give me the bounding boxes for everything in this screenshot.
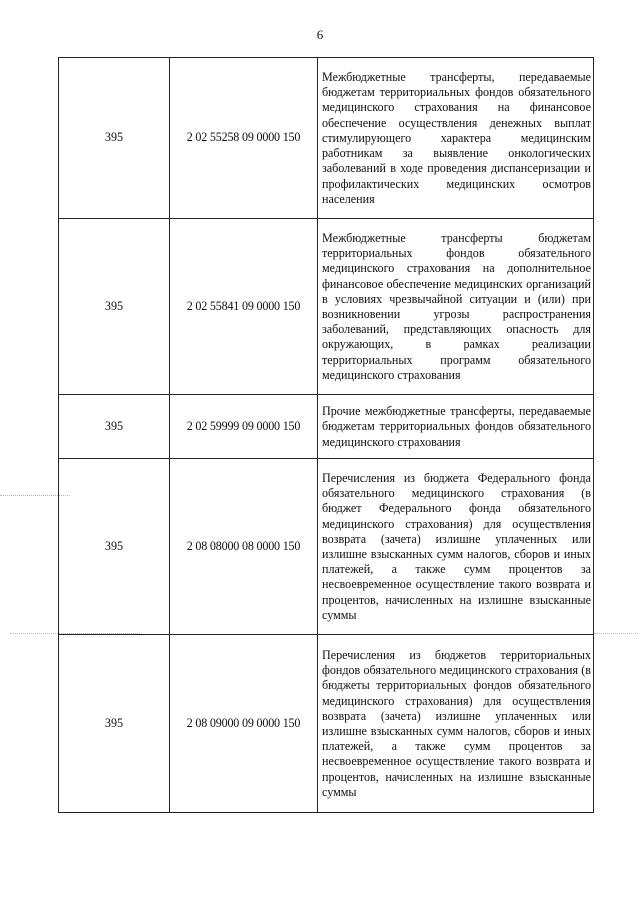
admin-code-cell: 395 [59,58,170,219]
table-row [59,395,594,459]
budget-code-cell: 2 08 09000 09 0000 150 [170,635,318,813]
budget-code-cell: 2 02 55258 09 0000 150 [170,58,318,219]
admin-code-cell: 395 [59,219,170,395]
description-cell: Прочие межбюджетные трансферты, передаваемые бюджетам территориальных фондов обязательного медицинского страхования [318,395,594,459]
budget-code-cell: 2 02 59999 09 0000 150 [170,395,318,459]
table-row [59,219,594,395]
table-row [59,459,594,635]
scan-artifact-line [0,495,70,496]
description-cell: Межбюджетные трансферты бюджетам территориальных фондов обязательного медицинского страхования на дополнительное финансовое обеспечение медицинских организаций в условиях чрезвычайной ситуации и (или) при возникновении угрозы распространения заболеваний, представляющих опасность для окружающих, в рамках реализации территориальных программ обязательного медицинского страхования [318,219,594,395]
budget-classification-table [58,57,594,813]
admin-code-cell: 395 [59,635,170,813]
table-row [59,58,594,219]
scan-artifact-line [594,633,638,634]
description-cell: Перечисления из бюджета Федерального фонда обязательного медицинского страхования (в бюджет Федерального фонда обязательного медицинского страхования) для осуществления возврата (зачета) излишне уплаченных или излишне взысканных сумм налогов, сборов и иных платежей, а также сумм процентов за несвоевременное осуществление такого возврата и процентов, начисленных на излишне взысканные суммы [318,459,594,635]
description-cell: Межбюджетные трансферты, передаваемые бюджетам территориальных фондов обязательного медицинского страхования на финансовое обеспечение осуществления денежных выплат стимулирующего характера медицинским работникам за выявление онкологических заболеваний в ходе проведения диспансеризации и профилактических медицинских осмотров населения [318,58,594,219]
admin-code-cell: 395 [59,395,170,459]
description-cell: Перечисления из бюджетов территориальных фондов обязательного медицинского страхования (в бюджеты территориальных фондов обязательного медицинского страхования) для осуществления возврата (зачета) излишне уплаченных или излишне взысканных сумм налогов, сборов и иных платежей, а также сумм процентов за несвоевременное осуществление такого возврата и процентов, начисленных на излишне взысканные суммы [318,635,594,813]
scan-artifact-line [10,633,140,634]
table-row [59,635,594,813]
budget-code-cell: 2 08 08000 08 0000 150 [170,459,318,635]
budget-code-cell: 2 02 55841 09 0000 150 [170,219,318,395]
page-number: 6 [316,27,324,42]
admin-code-cell: 395 [59,459,170,635]
